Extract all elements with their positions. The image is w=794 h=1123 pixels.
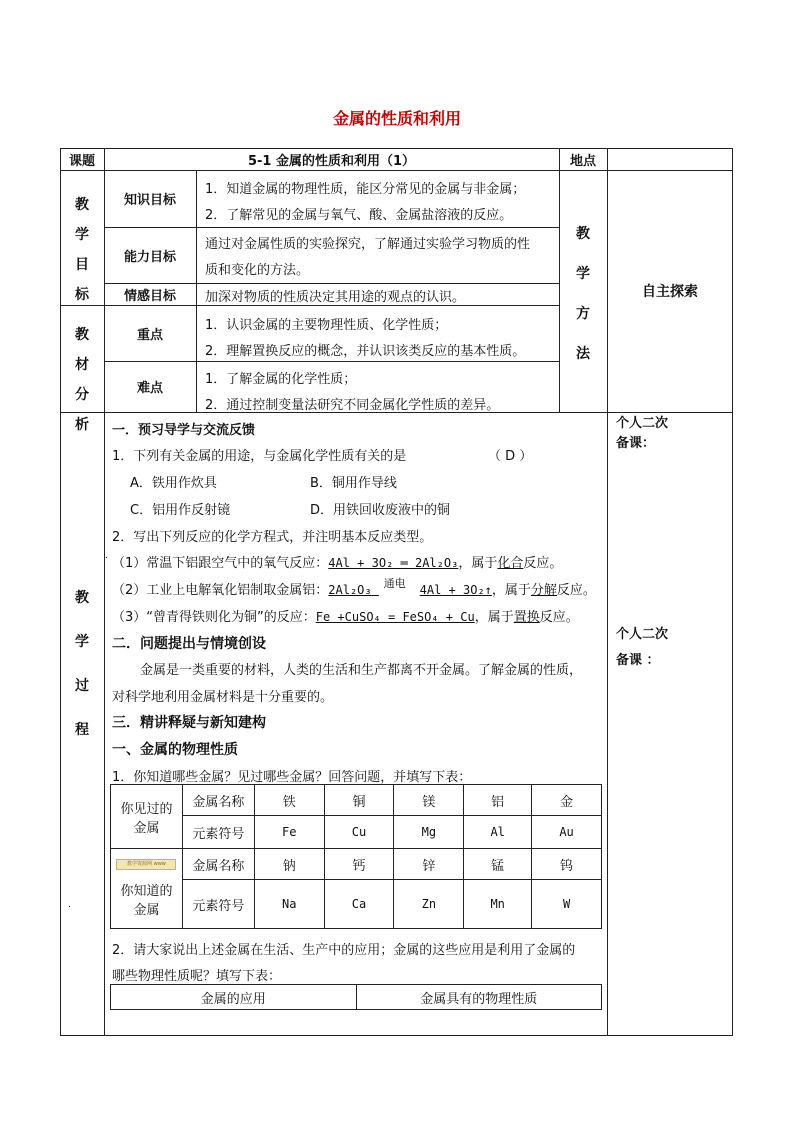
side-note-1-line-2: 备课： [616,436,656,451]
table-cell: 钙 [324,849,394,880]
table-row [111,880,602,929]
difficult-line-1: 1．了解金属的化学性质； [205,372,357,387]
reaction-1-type: 化合 [497,556,524,571]
vertical-label-char: 分 [75,387,89,403]
reaction-3 [112,606,579,625]
reaction-3-text: （3）“曾青得铁则化为铜”的反应： [112,610,316,625]
vertical-label-char: 方 [576,306,590,322]
option-c: C．铝用作反射镜 [130,503,231,518]
stray-mark: . [105,551,108,561]
objectives-label-text [60,190,104,310]
reaction-1 [112,552,562,571]
table-cell: Fe [254,816,324,849]
objectives-label [60,190,104,310]
question-3: 1．你知道哪些金属？见过哪些金属？回答问题，并填写下表： [112,770,472,785]
key-line-2: 2．理解置换反应的概念，并认识该类反应的基本性质。 [205,344,526,359]
vertical-label-char: 析 [75,417,89,433]
seen-label-line-1: 你见过的 [120,801,173,817]
reaction-2-type-pre: ，属于 [491,583,531,598]
seen-label-line-2: 金属 [133,820,160,836]
vertical-label-char: 过 [75,678,89,694]
reaction-2-equation-right: 4Al + 3O₂↑ [419,583,492,597]
table-cell: W [532,880,602,929]
table-cell: Au [532,816,602,849]
table-cell: 锌 [394,849,464,880]
key-line-1: 1．认识金属的主要物理性质、化学性质； [205,318,448,333]
side-note-2-line-2: 备课 ： [616,653,660,668]
process-label [60,576,104,752]
col-divider [196,170,197,412]
side-note-1 [616,414,668,454]
table-cell: 锰 [464,849,532,880]
table-cell: 钠 [254,849,324,880]
name-header: 金属名称 [182,785,254,816]
reaction-2-text: （2）工业上电解氧化铝制取金属铝： [112,583,329,598]
section-3-heading: 三．精讲释疑与新知建构 [112,715,266,731]
table-row [111,785,602,816]
analysis-label-text [60,320,104,440]
topic-label: 课题 [68,153,95,169]
reaction-1-type-pre: ，属于 [458,556,498,571]
stray-mark: . [68,900,71,910]
vertical-label-char: 教 [75,590,89,606]
side-note-1-line-1: 个人二次 [616,416,669,431]
reaction-2-type: 分解 [530,583,557,598]
emotion-line-1: 加深对物质的性质决定其用途的观点的认识。 [205,290,466,305]
table-cell: 铜 [324,785,394,816]
applications-header: 金属的应用 [111,985,357,1010]
intro-paragraph-line-1: 金属是一类重要的材料，人类的生活和生产都离不开金属。了解金属的性质， [140,663,583,678]
difficult-point-label: 难点 [136,381,163,396]
method-label [559,214,607,374]
method-label-text [559,214,607,374]
ability-line-2: 质和变化的方法。 [205,263,310,278]
emotion-goal-label: 情感目标 [123,288,176,304]
question-4-line-2: 哪些物理性质呢？填写下表： [112,969,282,984]
reaction-1-type-post: 反应。 [523,556,563,571]
knowledge-line-1: 1．知道金属的物理性质，能区分常见的金属与非金属； [205,182,526,197]
reaction-1-text: （1）常温下铝跟空气中的氧气反应： [112,556,329,571]
reaction-3-type-pre: ，属于 [474,610,514,625]
reaction-2-arrow [372,577,420,597]
option-b: B．铜用作导线 [310,476,397,491]
analysis-label [60,320,104,440]
reaction-1-equation: 4Al + 3O₂ ═ 2Al₂O₃ [328,556,459,570]
question-4-line-1: 2．请大家说出上述金属在生活、生产中的应用；金属的这些应用是利用了金属的 [112,943,576,958]
vertical-label-char: 学 [576,266,590,282]
known-label-line-2: 金属 [133,903,160,918]
method-value: 自主探索 [642,284,698,300]
vertical-label-char: 目 [75,257,89,273]
side-note-2-line-1: 个人二次 [616,627,669,642]
option-d: D．用铁回收废液中的铜 [310,503,451,518]
page-title: 金属的性质和利用 [332,109,461,128]
reaction-2-type-post: 反应。 [556,583,596,598]
properties-header: 金属具有的物理性质 [356,985,602,1010]
vertical-label-char: 程 [75,722,89,738]
known-label-line-1: 你知道的 [120,884,173,899]
seen-metals-label [111,785,183,849]
table-cell: Mg [394,816,464,849]
knowledge-goal-label: 知识目标 [123,193,176,208]
table-cell: Al [464,816,532,849]
reaction-2 [112,579,596,598]
question-2: 2．写出下列反应的化学方程式，并注明基本反应类型。 [112,530,433,545]
metals-table [110,784,602,929]
table-cell: 钨 [532,849,602,880]
intro-paragraph-line-2: 对科学地利用金属材料是十分重要的。 [112,690,334,705]
subsection-heading: 一、金属的物理性质 [112,742,238,758]
vertical-label-char: 标 [75,287,89,303]
vertical-label-char: 教 [75,327,89,343]
table-cell: Cu [324,816,394,849]
table-cell: 铁 [254,785,324,816]
process-label-text [60,576,104,752]
section-1-heading: 一．预习导学与交流反馈 [112,423,256,438]
vertical-label-char: 学 [75,634,89,650]
table-row [111,816,602,849]
table-cell: 金 [532,785,602,816]
place-label: 地点 [569,153,596,169]
table-cell: 镁 [394,785,464,816]
table-cell: Mn [464,880,532,929]
question-1: 1．下列有关金属的用途，与金属化学性质有关的是 [112,449,407,464]
topic-value: 5-1 金属的性质和利用（1） [247,153,416,169]
table-row [111,985,602,1010]
knowledge-line-2: 2．了解常见的金属与氧气、酸、金属盐溶液的反应。 [205,208,513,223]
side-note-2 [616,622,668,674]
applications-table [110,984,602,1010]
vertical-label-char: 学 [75,227,89,243]
question-1-answer: （ D ） [488,449,533,464]
key-point-label: 重点 [136,327,163,343]
reaction-3-type: 置换 [513,610,540,625]
vertical-label-char: 教 [75,197,89,213]
name-header: 金属名称 [182,849,254,880]
reaction-3-type-post: 反应。 [539,610,579,625]
table-cell: Ca [324,880,394,929]
known-metals-label [111,849,183,929]
vertical-label-char: 教 [576,226,590,242]
symbol-header: 元素符号 [182,816,254,849]
symbol-header: 元素符号 [182,880,254,929]
reaction-3-equation: Fe +CuSO₄ = FeSO₄ + Cu [315,610,475,624]
table-cell: 铝 [464,785,532,816]
table-cell: Na [254,880,324,929]
logo-watermark: 教学资源网 www [116,859,176,870]
section-2-heading: 二．问题提出与情境创设 [112,636,266,652]
vertical-label-char: 法 [576,346,590,362]
lesson-plan-table [60,148,733,1036]
reaction-2-equation-left: 2Al₂O₃ [328,583,372,597]
difficult-line-2: 2．通过控制变量法研究不同金属化学性质的差异。 [205,398,500,413]
ability-goal-label: 能力目标 [123,249,176,265]
table-cell: Zn [394,880,464,929]
vertical-label-char: 材 [75,357,89,373]
table-row [111,849,602,880]
ability-line-1: 通过对金属性质的实验探究，了解通过实验学习物质的性 [205,237,531,252]
option-a: A．铁用作炊具 [130,476,217,491]
reaction-2-condition: 通电 [383,577,406,590]
